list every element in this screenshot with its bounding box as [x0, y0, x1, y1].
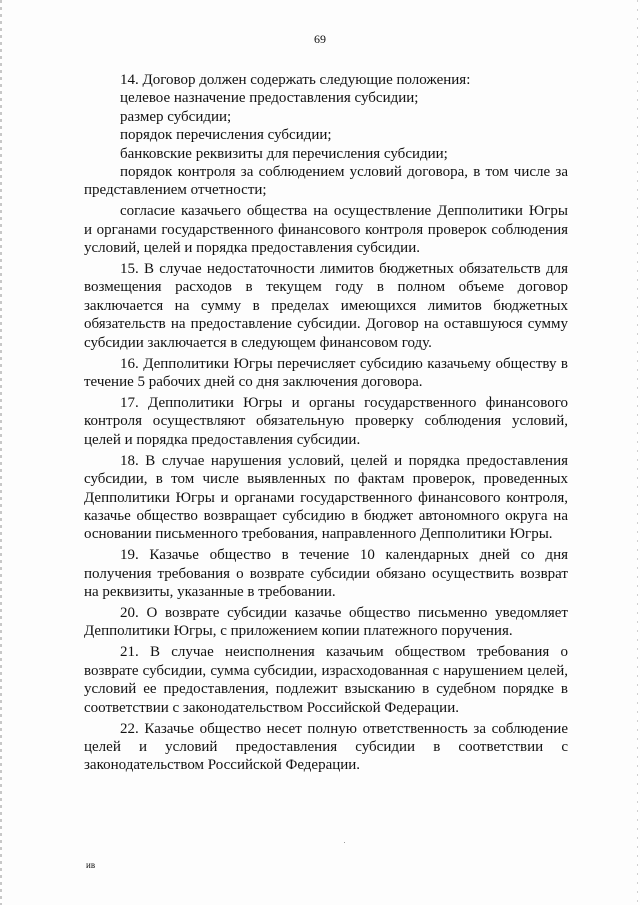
paragraph-line: Депполитики Югры и органами государственного финансового контроля,: [84, 489, 568, 506]
page-number: 69: [314, 32, 326, 46]
paragraph-line: порядок перечисления субсидии;: [120, 127, 332, 144]
paragraph-line: возмещения расходов в текущем году в полном объеме договор: [84, 279, 568, 296]
paragraph-line: течение 5 рабочих дней со дня заключения договора.: [84, 374, 423, 391]
paragraph-line: обязательств на предоставление субсидии. Договор на оставшуюся сумму: [84, 316, 568, 333]
paragraph-line: на реквизиты, указанные в требовании.: [84, 584, 336, 601]
paragraph: [84, 604, 568, 641]
paragraph: [84, 108, 568, 126]
paragraph-line: 20. О возврате субсидии казачье общество письменно уведомляет: [120, 605, 568, 622]
paragraph-line: возврате субсидии, сумма субсидии, израсходованная с нарушением целей,: [84, 662, 568, 679]
paragraph: [84, 126, 568, 144]
paragraph: [84, 163, 568, 200]
paragraph-line: представлением отчетности;: [84, 182, 267, 199]
paragraph-line: 18. В случае нарушения условий, целей и порядка предоставления: [120, 452, 568, 469]
paragraph-line: 21. В случае неисполнения казачьим обществом требования о: [120, 644, 568, 661]
paragraph-line: размер субсидии;: [120, 108, 232, 125]
paragraph-line: целей и порядка предоставления субсидии.: [84, 431, 361, 448]
paragraph-line: условий ее предоставления, подлежит взысканию в судебном порядке в: [84, 681, 568, 698]
paragraph-line: контроля осуществляют обязательную проверку соблюдения условий,: [84, 413, 568, 430]
paragraph-line: целей и условий предоставления субсидии в соответствии с: [84, 739, 568, 756]
paragraph: [84, 145, 568, 163]
paragraph-line: согласие казачьего общества на осуществление Депполитики Югры: [120, 203, 568, 220]
paragraph: [84, 720, 568, 775]
paragraph: [84, 643, 568, 717]
paragraph-line: целевое назначение предоставления субсидии;: [120, 90, 419, 107]
scan-edge-left: [0, 0, 2, 905]
paragraph-line: 17. Депполитики Югры и органы государственного финансового: [120, 395, 568, 412]
paragraph-line: заключается на сумму в пределах имеющихся лимитов бюджетных: [84, 297, 568, 314]
scan-speck: [344, 842, 345, 843]
paragraph-line: 14. Договор должен содержать следующие положения:: [120, 72, 471, 88]
document-body: [84, 71, 568, 775]
paragraph-line: и органами государственного финансового контроля проверок соблюдения: [84, 221, 568, 238]
paragraph-line: 15. В случае недостаточности лимитов бюджетных обязательств для: [120, 261, 568, 278]
paragraph-line: получения требования о возврате субсидии обязано осуществить возврат: [84, 565, 568, 582]
paragraph: [84, 546, 568, 601]
paragraph: [84, 89, 568, 107]
scan-edge-right: [637, 0, 638, 905]
paragraph-line: условий, целей и порядка предоставления субсидии.: [84, 240, 420, 257]
paragraph-line: банковские реквизиты для перечисления субсидии;: [120, 145, 448, 162]
paragraph-line: казачье общество возвращает субсидию в бюджет автономного округа на: [84, 507, 568, 524]
paragraph: [84, 452, 568, 544]
paragraph-line: 16. Депполитики Югры перечисляет субсидию казачьему обществу в: [120, 355, 568, 372]
paragraph: [84, 394, 568, 449]
paragraph-line: Депполитики Югры, с приложением копии платежного поручения.: [84, 623, 513, 640]
paragraph-line: законодательством Российской Федерации.: [84, 757, 361, 774]
paragraph-line: субсидии, в том числе выявленных по фактам проверок, проведенных: [84, 471, 568, 488]
paragraph: [84, 202, 568, 257]
paragraph-line: субсидии заключается в следующем финансовом году.: [84, 334, 432, 351]
paragraph: [84, 71, 568, 89]
paragraph-line: 22. Казачье общество несет полную ответственность за соблюдение: [120, 720, 568, 737]
paragraph-line: порядок контроля за соблюдением условий договора, в том числе за: [120, 163, 568, 180]
paragraph-line: соответствии с законодательством Российской Федерации.: [84, 699, 459, 716]
footer-code: ив: [86, 860, 96, 870]
paragraph-line: основании письменного требования, направленного Депполитики Югры.: [84, 526, 553, 543]
paragraph: [84, 355, 568, 392]
paragraph-line: 19. Казачье общество в течение 10 календарных дней со дня: [120, 547, 568, 564]
paragraph: [84, 260, 568, 352]
